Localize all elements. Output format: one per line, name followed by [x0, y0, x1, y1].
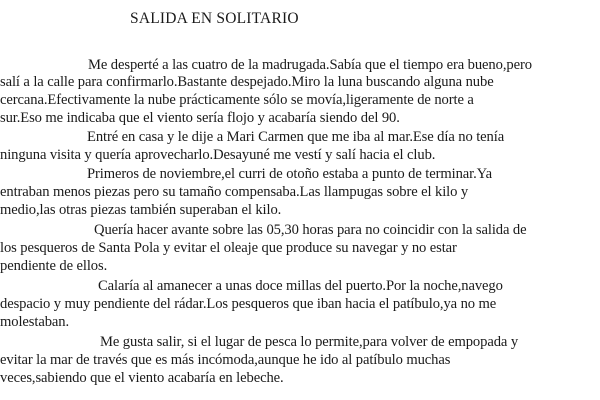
text-line: despacio y muy pendiente del rádar.Los pesqueros que iban hacia el patíbulo,ya no me [0, 296, 497, 312]
text-line: Primeros de noviembre,el curri de otoño estaba a punto de terminar.Ya [87, 166, 492, 182]
text-line: cercana.Efectivamente la nube prácticamente sólo se movía,ligeramente de norte a [0, 92, 474, 108]
text-line: Me gusta salir, si el lugar de pesca lo permite,para volver de empopada y [100, 334, 519, 350]
text-line: entraban menos piezas pero su tamaño compensaba.Las llampugas sobre el kilo y [0, 184, 469, 200]
text-line: pendiente de ellos. [0, 258, 108, 274]
text-line: Entré en casa y le dije a Mari Carmen que me iba al mar.Ese día no tenía [87, 129, 505, 145]
text-line: Me desperté a las cuatro de la madrugada.Sabía que el tiempo era bueno,pero [88, 57, 532, 73]
text-line: los pesqueros de Santa Pola y evitar el oleaje que produce su navegar y no estar [0, 240, 457, 256]
text-line: veces,sabiendo que el viento acabaría en lebeche. [0, 370, 284, 386]
text-line: evitar la mar de través que es más incómoda,aunque he ido al patíbulo muchas [0, 352, 451, 368]
text-line: medio,las otras piezas también superaban el kilo. [0, 202, 282, 218]
text-line: molestaban. [0, 314, 70, 330]
text-line: salí a la calle para confirmarlo.Bastante despejado.Miro la luna buscando alguna nube [0, 74, 494, 90]
text-line: Quería hacer avante sobre las 05,30 horas para no coincidir con la salida de [94, 222, 527, 238]
text-line: sur.Eso me indicaba que el viento sería flojo y acabaría siendo del 90. [0, 110, 400, 126]
text-line: Calaría al amanecer a unas doce millas del puerto.Por la noche,navego [98, 278, 503, 294]
text-line: ninguna visita y quería aprovecharlo.Desayuné me vestí y salí hacia el club. [0, 147, 436, 163]
document-title: SALIDA EN SOLITARIO [130, 10, 299, 27]
